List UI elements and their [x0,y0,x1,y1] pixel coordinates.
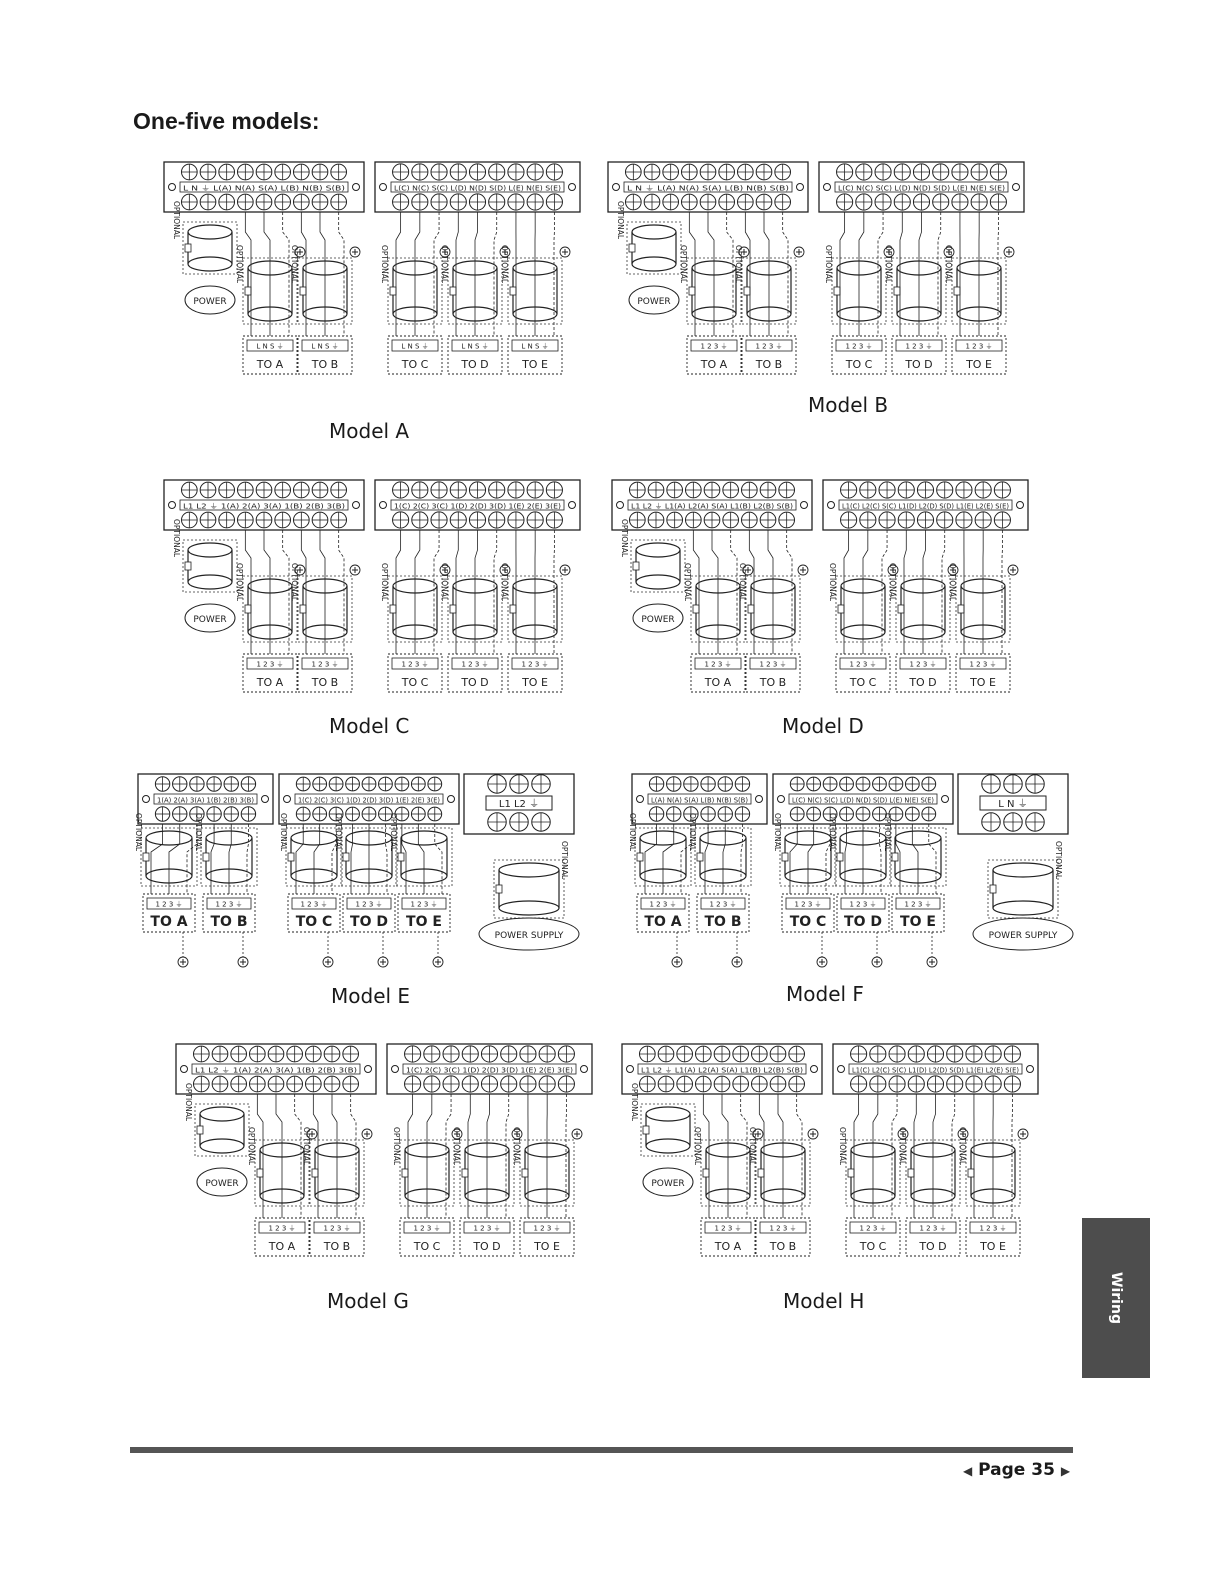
optional-label: OPTIONAL [628,812,637,852]
destination-label: TO D [909,676,937,689]
terminal-label: 1(A) 2(A) 3(A) 1(B) 2(B) 3(B) [157,796,255,805]
unit-terminal-label: 1 2 3 ⏚ [859,1224,887,1233]
cable-clamp [450,605,456,613]
cable-clamp [990,885,996,893]
terminal-label: L N ⏚ L(A) N(A) S(A) L(B) N(B) S(B) [183,184,346,193]
destination-label: TO D [905,358,933,371]
optional-label: OPTIONAL [688,812,697,852]
wire [914,1094,916,1218]
wiring-schematic [172,1042,602,1292]
destination-label: TO E [966,358,992,371]
cable-clamp [892,853,898,861]
cable-top [206,831,252,845]
cable-clamp [782,853,788,861]
optional-label: OPTIONAL [194,812,203,852]
cable-clamp [390,605,396,613]
unit-terminal-label: 1 2 3 ⏚ [909,660,937,669]
unit-terminal-label: 1 2 3 ⏚ [410,900,438,909]
destination-label: TO B [759,676,787,689]
unit-terminal-label: 1 2 3 ⏚ [979,1224,1007,1233]
unit-terminal-label: L N S ⏚ [461,342,489,351]
optional-label: OPTIONAL [235,244,244,284]
optional-label: OPTIONAL [683,562,692,602]
wiring-diagram-model-c [160,478,590,728]
optional-label: OPTIONAL [440,562,449,602]
unit-terminal-label: 1 2 3 ⏚ [256,660,284,669]
triangle-right-icon[interactable]: ▶ [1060,1464,1071,1478]
wiring-diagram-model-d [608,478,1038,728]
terminal-label: L(C) N(C) S(C) L(D) N(D) S(D) L(E) N(E) S(E) [394,184,562,193]
terminal-label: L(C) N(C) S(C) L(D) N(D) S(D) L(E) N(E) S(E) [792,796,935,805]
optional-label: OPTIONAL [898,1126,907,1166]
terminal-label: L1(C) L2(C) S(C) L1(D) L2(D) S(D) L1(E) L2(E) S(E) [842,502,1010,511]
unit-terminal-label: 1 2 3 ⏚ [461,660,489,669]
cable-clamp [837,853,843,861]
terminal-label: L N ⏚ L(A) N(A) S(A) L(B) N(B) S(B) [627,184,790,193]
optional-label: OPTIONAL [1054,840,1063,880]
cable-clamp [958,605,964,613]
wiring-schematic [160,160,590,410]
cable-clamp [203,853,209,861]
optional-label: OPTIONAL [693,1126,702,1166]
unit-terminal-label: 1 2 3 ⏚ [905,342,933,351]
wiring-schematic [134,772,604,1002]
unit-terminal-label: 1 2 3 ⏚ [969,660,997,669]
unit-terminal-label: 1 2 3 ⏚ [965,342,993,351]
terminal-label: L1 L2 ⏚ L1(A) L2(A) S(A) L1(B) L2(B) S(B) [641,1066,804,1075]
model-label-a: Model A [329,419,410,443]
destination-label: TO E [980,1240,1006,1253]
schematic-group [164,480,580,692]
cable-top [646,1107,690,1121]
model-label-d: Model D [782,714,864,738]
optional-label: OPTIONAL [247,1126,256,1166]
destination-label: TO B [323,1240,351,1253]
model-label-h: Model H [783,1289,865,1313]
destination-label: TO C [401,676,429,689]
optional-label: OPTIONAL [824,244,833,284]
destination-label: TO C [413,1240,441,1253]
destination-label: TO B [704,914,742,930]
optional-label: OPTIONAL [279,812,288,852]
power-terminal-label: L N ⏚ [998,799,1028,810]
cable-clamp [689,287,695,295]
power-supply-label: POWER SUPPLY [988,931,1058,941]
unit-terminal-label: 1 2 3 ⏚ [300,900,328,909]
optional-label: OPTIONAL [828,812,837,852]
unit-terminal-label: 1 2 3 ⏚ [845,342,873,351]
power-label: POWER [193,297,227,307]
cable-clamp [185,244,191,252]
cable-bottom [188,575,232,589]
unit-terminal-label: 1 2 3 ⏚ [904,900,932,909]
destination-label: TO A [268,1240,296,1253]
triangle-left-icon[interactable]: ◀ [963,1464,973,1478]
unit-terminal-label: 1 2 3 ⏚ [311,660,339,669]
unit-terminal-label: 1 2 3 ⏚ [849,900,877,909]
cable-bottom [632,257,676,271]
unit-terminal-label: 1 2 3 ⏚ [323,1224,351,1233]
cable-clamp [838,605,844,613]
schematic-group [608,162,1024,374]
cable-clamp [510,605,516,613]
destination-label: TO D [461,358,489,371]
destination-label: TO C [789,914,827,930]
destination-label: TO E [522,358,548,371]
cable-top [700,831,746,845]
unit-terminal-label: 1 2 3 ⏚ [849,660,877,669]
cable-clamp [633,562,639,570]
power-label: POWER [651,1179,685,1189]
power-label: POWER [205,1179,239,1189]
destination-label: TO E [406,914,442,930]
cable-clamp [744,287,750,295]
optional-label: OPTIONAL [738,562,747,602]
optional-label: OPTIONAL [948,562,957,602]
unit-terminal-label: 1 2 3 ⏚ [700,342,728,351]
cable-clamp [450,287,456,295]
destination-label: TO A [150,914,188,930]
cable-top [188,543,232,557]
unit-terminal-label: 1 2 3 ⏚ [521,660,549,669]
cable-clamp [848,1169,854,1177]
power-supply-label: POWER SUPPLY [494,931,564,941]
unit-terminal-label: L N S ⏚ [401,342,429,351]
optional-label: OPTIONAL [560,840,569,880]
schematic-group [134,774,579,967]
model-label-b: Model B [808,393,889,417]
page-navigation [963,1460,1070,1480]
optional-label: OPTIONAL [380,562,389,602]
optional-label: OPTIONAL [500,562,509,602]
cable-clamp [510,287,516,295]
destination-label: TO D [461,676,489,689]
optional-label: OPTIONAL [748,1126,757,1166]
wiring-schematic [604,160,1034,410]
cable-clamp [197,1126,203,1134]
cable-clamp [968,1169,974,1177]
page-number: Page 35 [978,1460,1055,1480]
power-label: POWER [637,297,671,307]
unit-terminal-label: 1 2 3 ⏚ [215,900,243,909]
cable-clamp [245,605,251,613]
cable-top [636,543,680,557]
power-label: POWER [193,615,227,625]
cable-clamp [300,605,306,613]
cable-clamp [402,1169,408,1177]
wiring-schematic [608,478,1038,728]
cable-clamp [288,853,294,861]
destination-label: TO B [210,914,248,930]
cable-clamp [522,1169,528,1177]
terminal-label: L(C) N(C) S(C) L(D) N(D) S(D) L(E) N(E) S(E) [838,184,1006,193]
destination-label: TO B [311,676,339,689]
cable-clamp [245,287,251,295]
optional-label: OPTIONAL [452,1126,461,1166]
model-label-c: Model C [329,714,410,738]
optional-label: OPTIONAL [380,244,389,284]
wiring-diagram-model-e [134,772,604,1002]
cable-clamp [643,1126,649,1134]
power-label: POWER [641,615,675,625]
unit-terminal-label: 1 2 3 ⏚ [268,1224,296,1233]
destination-label: TO A [700,358,728,371]
destination-label: TO A [644,914,682,930]
unit-terminal-label: 1 2 3 ⏚ [704,660,732,669]
cable-clamp [898,605,904,613]
cable-top [401,831,447,845]
optional-label: OPTIONAL [235,562,244,602]
wiring-diagram-model-g [172,1042,602,1292]
unit-terminal-label: 1 2 3 ⏚ [355,900,383,909]
wiring-diagram-model-b [604,160,1034,410]
model-label-g: Model G [327,1289,409,1313]
optional-label: OPTIONAL [184,1082,193,1122]
cable-bottom [200,1139,244,1153]
terminal-label: L1 L2 ⏚ 1(A) 2(A) 3(A) 1(B) 2(B) 3(B) [195,1066,358,1075]
destination-label: TO C [859,1240,887,1253]
wiring-diagram-model-f [628,772,1098,1002]
cable-clamp [300,287,306,295]
cable-clamp [758,1169,764,1177]
footer-divider [130,1447,1073,1453]
unit-terminal-label: 1 2 3 ⏚ [919,1224,947,1233]
unit-terminal-label: 1 2 3 ⏚ [755,342,783,351]
optional-label: OPTIONAL [172,518,181,558]
model-label-e: Model E [331,984,411,1008]
destination-label: TO D [919,1240,947,1253]
wire [904,530,906,654]
unit-terminal-label: 1 2 3 ⏚ [533,1224,561,1233]
wire [900,212,902,336]
terminal-label: L(A) N(A) S(A) L(B) N(B) S(B) [651,796,749,805]
destination-label: TO E [970,676,996,689]
cable-clamp [185,562,191,570]
power-terminal-label: L1 L2 ⏚ [498,799,540,810]
optional-label: OPTIONAL [838,1126,847,1166]
destination-label: TO B [755,358,783,371]
optional-label: OPTIONAL [888,562,897,602]
terminal-label: 1(C) 2(C) 3(C) 1(D) 2(D) 3(D) 1(E) 2(E) 3(E) [298,796,441,805]
optional-label: OPTIONAL [616,200,625,240]
terminal-label: L1 L2 ⏚ L1(A) L2(A) S(A) L1(B) L2(B) S(B) [631,502,794,511]
destination-label: TO D [844,914,882,930]
unit-terminal-label: 1 2 3 ⏚ [473,1224,501,1233]
destination-label: TO C [401,358,429,371]
cable-bottom [499,901,559,915]
cable-clamp [894,287,900,295]
optional-label: OPTIONAL [883,812,892,852]
cable-clamp [496,885,502,893]
unit-terminal-label: 1 2 3 ⏚ [649,900,677,909]
cable-bottom [993,901,1053,915]
destination-label: TO B [311,358,339,371]
cable-clamp [629,244,635,252]
unit-terminal-label: 1 2 3 ⏚ [401,660,429,669]
unit-terminal-label: 1 2 3 ⏚ [413,1224,441,1233]
destination-label: TO A [704,676,732,689]
cable-top [499,863,559,877]
cable-clamp [703,1169,709,1177]
unit-terminal-label: L N S ⏚ [521,342,549,351]
destination-label: TO D [473,1240,501,1253]
wire [456,212,458,336]
optional-label: OPTIONAL [828,562,837,602]
cable-clamp [143,853,149,861]
cable-top [640,831,686,845]
cable-top [785,831,831,845]
cable-clamp [637,853,643,861]
cable-bottom [188,257,232,271]
unit-terminal-label: L N S ⏚ [256,342,284,351]
cable-top [895,831,941,845]
wiring-diagram-model-h [618,1042,1048,1292]
destination-label: TO C [849,676,877,689]
optional-label: OPTIONAL [389,812,398,852]
cable-top [291,831,337,845]
unit-terminal-label: 1 2 3 ⏚ [794,900,822,909]
destination-label: TO A [714,1240,742,1253]
unit-terminal-label: L N S ⏚ [311,342,339,351]
cable-clamp [312,1169,318,1177]
optional-label: OPTIONAL [679,244,688,284]
destination-label: TO E [534,1240,560,1253]
section-tab-wiring[interactable] [1082,1218,1150,1378]
cable-clamp [390,287,396,295]
destination-label: TO E [522,676,548,689]
wire [468,1094,470,1218]
section-tab-label: Wiring [1108,1272,1124,1324]
cable-top [188,225,232,239]
cable-clamp [954,287,960,295]
cable-bottom [636,575,680,589]
cable-clamp [693,605,699,613]
optional-label: OPTIONAL [773,812,782,852]
schematic-group [176,1044,592,1256]
optional-label: OPTIONAL [392,1126,401,1166]
optional-label: OPTIONAL [958,1126,967,1166]
optional-label: OPTIONAL [302,1126,311,1166]
optional-label: OPTIONAL [512,1126,521,1166]
optional-label: OPTIONAL [884,244,893,284]
page-title: One-five models: [133,108,320,134]
unit-terminal-label: 1 2 3 ⏚ [759,660,787,669]
schematic-group [628,774,1073,967]
schematic-group [612,480,1028,692]
destination-label: TO D [350,914,388,930]
unit-terminal-label: 1 2 3 ⏚ [769,1224,797,1233]
terminal-label: 1(C) 2(C) 3(C) 1(D) 2(D) 3(D) 1(E) 2(E) 3(E) [394,502,562,511]
terminal-label: 1(C) 2(C) 3(C) 1(D) 2(D) 3(D) 1(E) 2(E) 3(E) [406,1066,574,1075]
cable-top [993,863,1053,877]
unit-terminal-label: 1 2 3 ⏚ [709,900,737,909]
optional-label: OPTIONAL [440,244,449,284]
optional-label: OPTIONAL [290,562,299,602]
terminal-label: L1(C) L2(C) S(C) L1(D) L2(D) S(D) L1(E) L2(E) S(E) [852,1066,1020,1075]
schematic-group [622,1044,1038,1256]
cable-clamp [462,1169,468,1177]
wiring-schematic [160,478,590,728]
cable-clamp [697,853,703,861]
cable-clamp [748,605,754,613]
cable-clamp [398,853,404,861]
wiring-schematic [628,772,1098,1002]
unit-terminal-label: 1 2 3 ⏚ [155,900,183,909]
optional-label: OPTIONAL [172,200,181,240]
optional-label: OPTIONAL [134,812,143,852]
optional-label: OPTIONAL [734,244,743,284]
optional-label: OPTIONAL [500,244,509,284]
cable-bottom [646,1139,690,1153]
cable-clamp [908,1169,914,1177]
optional-label: OPTIONAL [620,518,629,558]
destination-label: TO A [256,676,284,689]
schematic-group [164,162,580,374]
cable-top [200,1107,244,1121]
model-label-f: Model F [786,982,864,1006]
cable-clamp [834,287,840,295]
destination-label: TO C [295,914,333,930]
wire [456,530,458,654]
wiring-diagram-model-a [160,160,590,410]
destination-label: TO B [769,1240,797,1253]
cable-clamp [257,1169,263,1177]
destination-label: TO A [256,358,284,371]
terminal-label: L1 L2 ⏚ 1(A) 2(A) 3(A) 1(B) 2(B) 3(B) [183,502,346,511]
cable-clamp [343,853,349,861]
optional-label: OPTIONAL [630,1082,639,1122]
unit-terminal-label: 1 2 3 ⏚ [714,1224,742,1233]
optional-label: OPTIONAL [290,244,299,284]
optional-label: OPTIONAL [334,812,343,852]
optional-label: OPTIONAL [944,244,953,284]
wiring-schematic [618,1042,1048,1292]
destination-label: TO E [900,914,936,930]
destination-label: TO C [845,358,873,371]
cable-top [632,225,676,239]
cable-top [146,831,192,845]
